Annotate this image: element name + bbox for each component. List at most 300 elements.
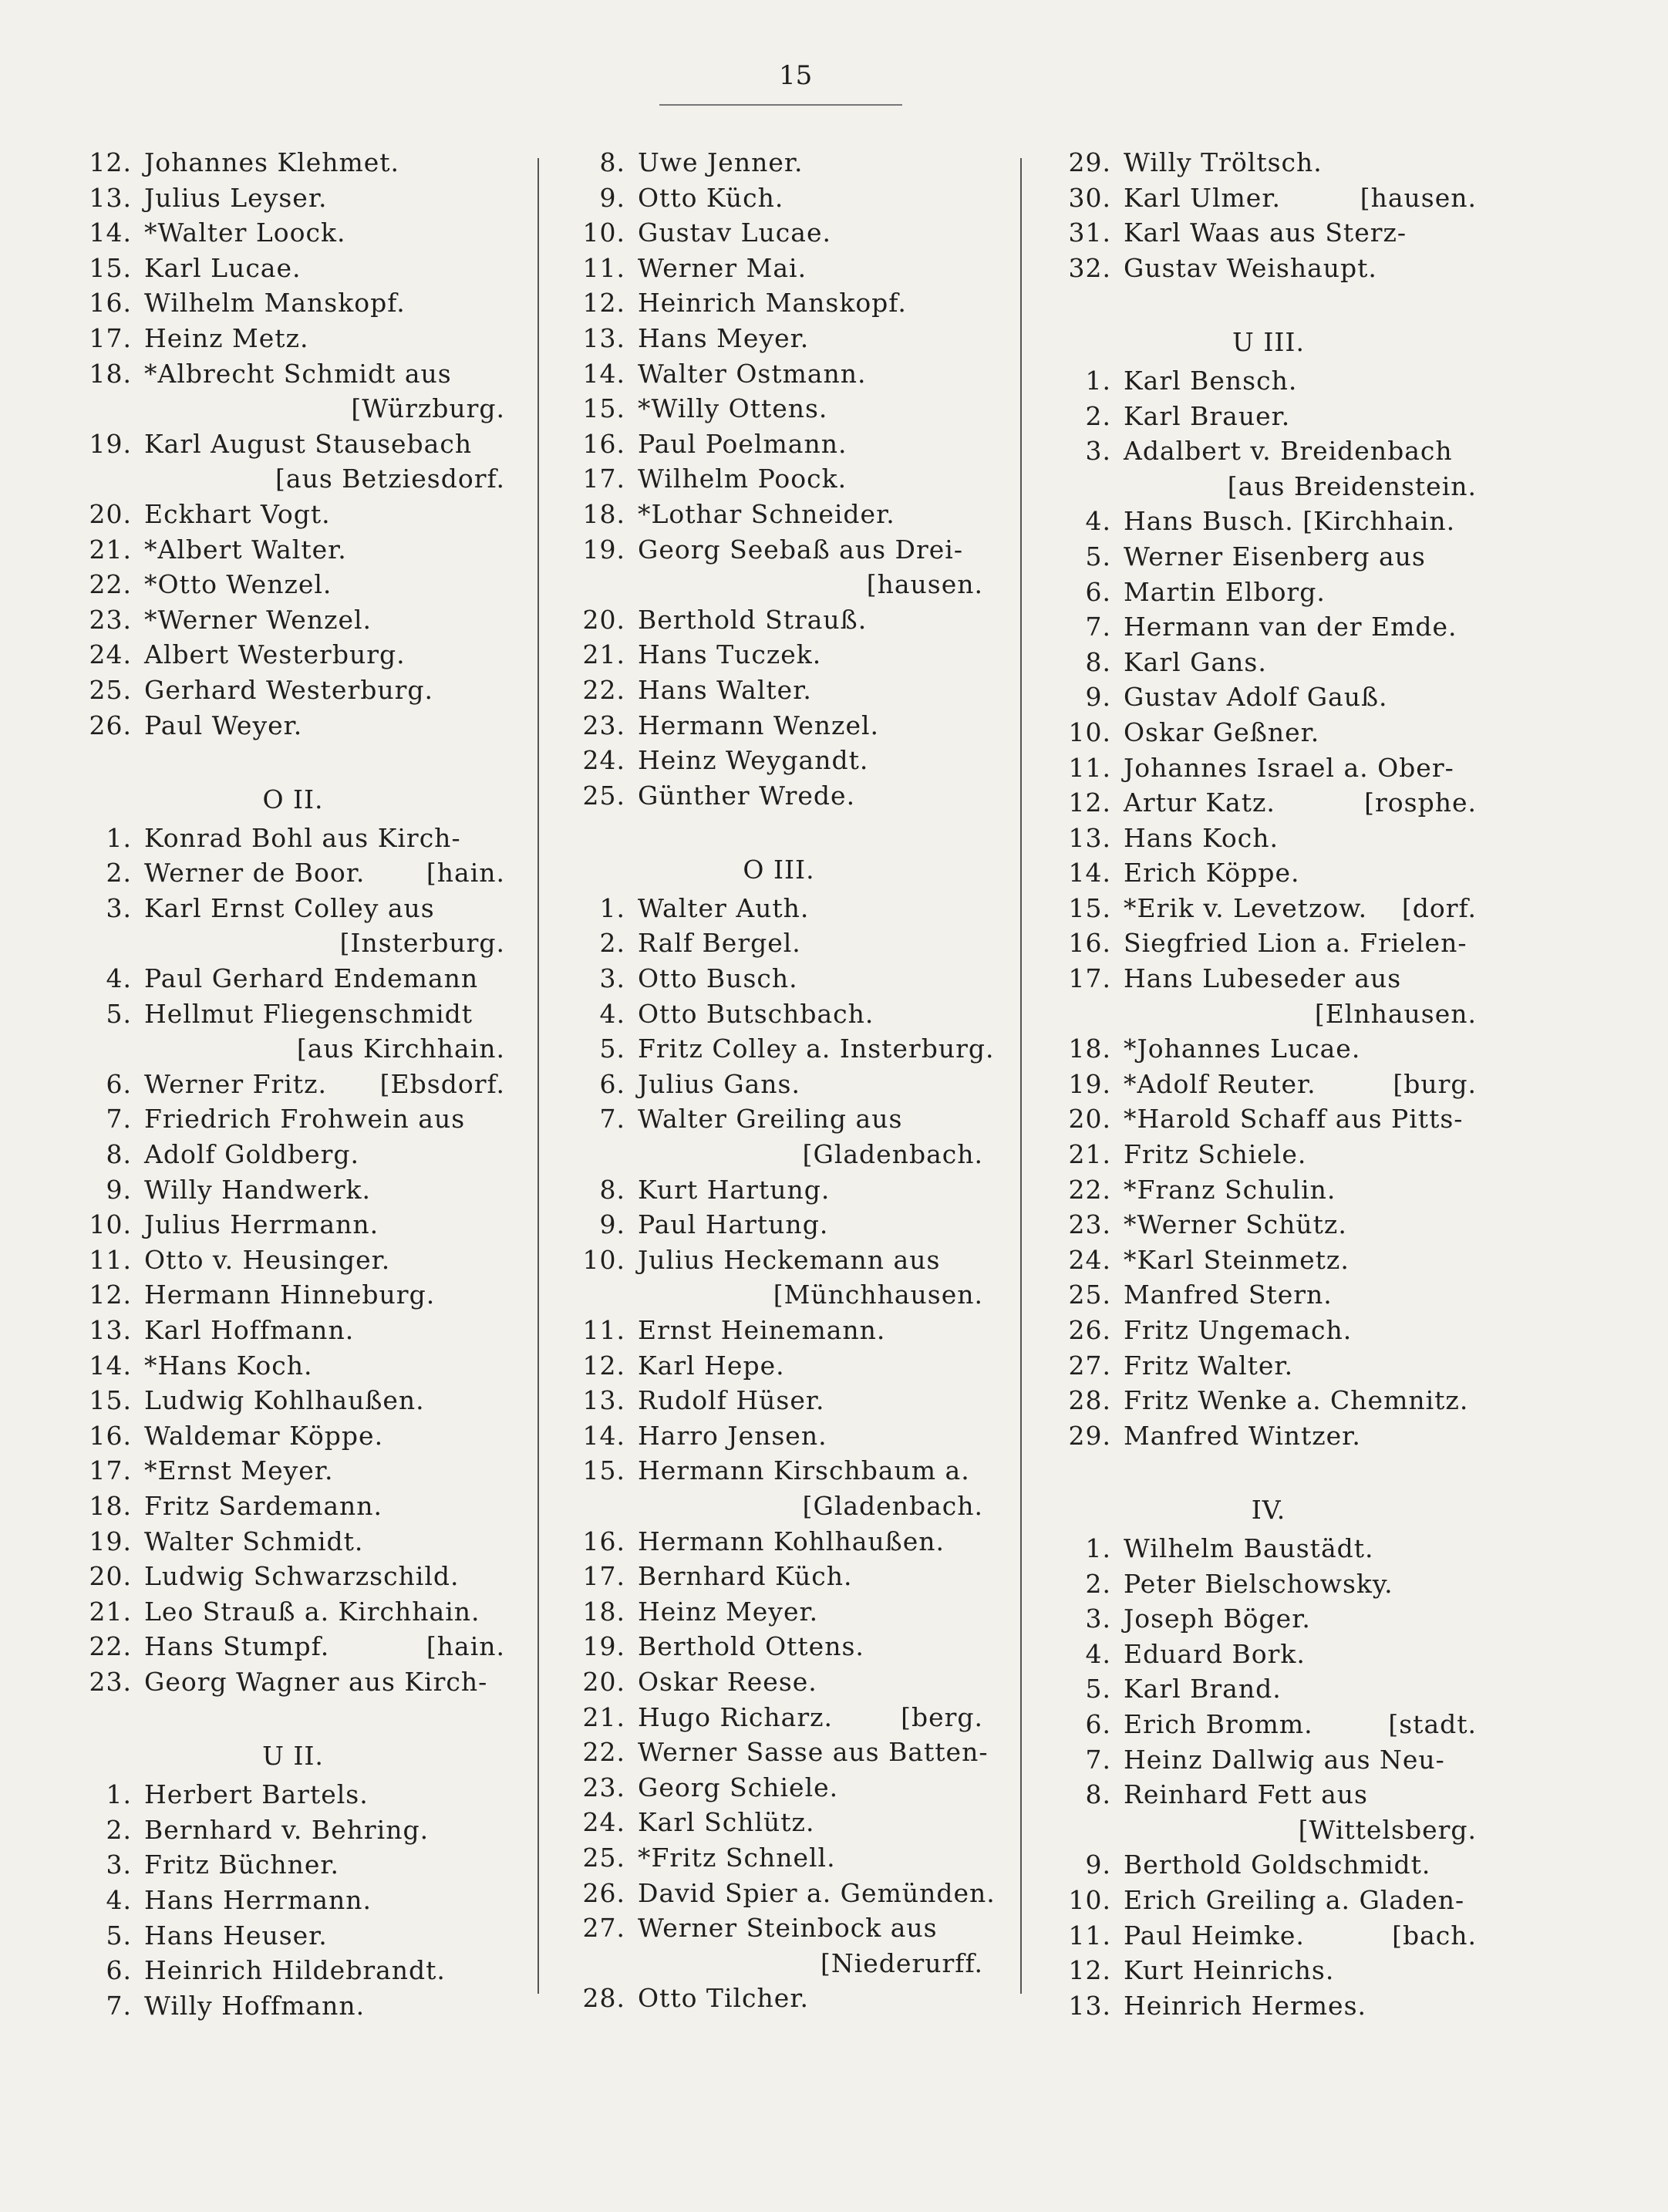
entry-number: 1. bbox=[599, 892, 625, 923]
entry-number: 17. bbox=[1068, 963, 1111, 994]
entry-number: 14. bbox=[89, 217, 132, 248]
entry-name: Albert Westerburg. bbox=[144, 639, 406, 670]
list-item bbox=[81, 1313, 505, 1348]
entry-number: 4. bbox=[1085, 506, 1111, 537]
entry-number: 20. bbox=[89, 498, 132, 529]
entry-name: Hans Stumpf. bbox=[144, 1631, 330, 1662]
spacer bbox=[81, 1700, 505, 1735]
list-item bbox=[575, 1067, 983, 1102]
entry-name: Hans Busch. [Kirchhain. bbox=[1124, 506, 1456, 537]
entry-continuation-tail: [hausen. bbox=[1360, 182, 1477, 213]
entry-number: 15. bbox=[582, 393, 625, 424]
list-item bbox=[575, 602, 983, 638]
list-item bbox=[575, 637, 983, 673]
entry-name: Julius Gans. bbox=[638, 1068, 800, 1099]
entry-continuation: [Elnhausen. bbox=[1314, 998, 1477, 1029]
list-item bbox=[81, 961, 505, 996]
entry-number: 22. bbox=[89, 1631, 132, 1662]
entry-number: 19. bbox=[89, 428, 132, 459]
entry-number: 21. bbox=[89, 1596, 132, 1627]
entry-name: Oskar Geßner. bbox=[1124, 717, 1320, 747]
entry-name: Gustav Weishaupt. bbox=[1124, 252, 1377, 283]
list-item bbox=[81, 1418, 505, 1454]
entry-name: Karl Schlütz. bbox=[638, 1807, 815, 1838]
entry-name: Hermann van der Emde. bbox=[1124, 612, 1457, 642]
list-item bbox=[81, 891, 505, 926]
entry-number: 11. bbox=[582, 1315, 625, 1345]
entry-number: 21. bbox=[582, 1701, 625, 1732]
entry-name: Georg Wagner aus Kirch- bbox=[144, 1666, 488, 1697]
list-item bbox=[1060, 750, 1477, 786]
entry-number: 17. bbox=[582, 464, 625, 494]
entry-name: Hans Heuser. bbox=[144, 1920, 328, 1951]
entry-number: 11. bbox=[582, 252, 625, 283]
entry-continuation-tail: [rosphe. bbox=[1364, 787, 1477, 818]
entry-number: 17. bbox=[582, 1561, 625, 1592]
list-item bbox=[81, 356, 505, 392]
entry-number: 24. bbox=[1068, 1244, 1111, 1275]
list-item bbox=[1060, 679, 1477, 715]
entry-number: 22. bbox=[582, 1737, 625, 1768]
list-item bbox=[575, 1840, 983, 1876]
entry-continuation: [Gladenbach. bbox=[802, 1490, 983, 1521]
entry-number: 14. bbox=[89, 1350, 132, 1381]
class-heading: IV. bbox=[1251, 1494, 1286, 1525]
entry-number: 5. bbox=[1085, 541, 1111, 572]
entry-name: Adolf Goldberg. bbox=[144, 1139, 360, 1170]
list-item bbox=[81, 1629, 505, 1664]
entry-number: 30. bbox=[1068, 182, 1111, 213]
entry-number: 19. bbox=[582, 534, 625, 565]
list-item bbox=[575, 1243, 983, 1278]
list-item bbox=[1060, 1101, 1477, 1137]
list-item bbox=[81, 567, 505, 602]
entry-number: 10. bbox=[89, 1209, 132, 1240]
entry-name: Johannes Israel a. Ober- bbox=[1124, 752, 1454, 783]
class-heading: O II. bbox=[262, 784, 324, 814]
list-item bbox=[81, 215, 505, 251]
entry-number: 13. bbox=[89, 1315, 132, 1345]
entry-number: 22. bbox=[1068, 1174, 1111, 1205]
entry-number: 2. bbox=[106, 1814, 132, 1845]
entry-number: 7. bbox=[1085, 1744, 1111, 1775]
entry-number: 5. bbox=[106, 1920, 132, 1951]
entry-number: 6. bbox=[599, 1068, 625, 1099]
entry-name: Kurt Heinrichs. bbox=[1124, 1955, 1335, 1986]
list-item bbox=[1060, 251, 1477, 286]
list-item bbox=[81, 532, 505, 568]
entry-number: 12. bbox=[1068, 787, 1111, 818]
entry-number: 21. bbox=[582, 639, 625, 670]
entry-number: 15. bbox=[1068, 892, 1111, 923]
list-item bbox=[81, 1489, 505, 1524]
list-item bbox=[1060, 1707, 1477, 1742]
list-item bbox=[575, 743, 983, 778]
list-item bbox=[81, 1524, 505, 1560]
entry-number: 6. bbox=[106, 1955, 132, 1986]
entry-number: 31. bbox=[1068, 217, 1111, 248]
list-item bbox=[1060, 1313, 1477, 1348]
entry-name: Fritz Colley a. Insterburg. bbox=[638, 1034, 995, 1064]
entry-name: Uwe Jenner. bbox=[638, 147, 804, 177]
list-item bbox=[575, 778, 983, 814]
list-item bbox=[1060, 575, 1477, 610]
entry-number: 20. bbox=[1068, 1104, 1111, 1135]
entry-name: Adalbert v. Breidenbach bbox=[1124, 436, 1453, 467]
entry-name: Otto v. Heusinger. bbox=[144, 1244, 391, 1275]
entry-name: Ernst Heinemann. bbox=[638, 1315, 886, 1345]
list-item bbox=[1060, 1531, 1477, 1566]
entry-number: 11. bbox=[1068, 752, 1111, 783]
entry-number: 3. bbox=[106, 892, 132, 923]
list-item bbox=[575, 1981, 983, 2016]
entry-name: Hans Walter. bbox=[638, 674, 812, 705]
column-2 bbox=[575, 145, 996, 2016]
list-item bbox=[81, 1847, 505, 1883]
entry-name: *Albert Walter. bbox=[144, 534, 347, 565]
entry-number: 6. bbox=[106, 1068, 132, 1099]
page-number: 15 bbox=[779, 60, 813, 91]
entry-number: 6. bbox=[1085, 1708, 1111, 1739]
entry-name: Friedrich Frohwein aus bbox=[144, 1104, 466, 1135]
entry-number: 5. bbox=[106, 998, 132, 1029]
entry-continuation-tail: [stadt. bbox=[1388, 1708, 1477, 1739]
entry-number: 16. bbox=[89, 1420, 132, 1451]
entry-name: Karl Hepe. bbox=[638, 1350, 785, 1381]
entry-number: 23. bbox=[89, 604, 132, 635]
list-item bbox=[1060, 1031, 1477, 1067]
list-item bbox=[81, 1559, 505, 1594]
spacer bbox=[575, 813, 983, 848]
list-item bbox=[81, 708, 505, 744]
entry-name: Manfred Wintzer. bbox=[1124, 1420, 1361, 1451]
list-item bbox=[1060, 715, 1477, 750]
list-item bbox=[575, 321, 983, 356]
list-item bbox=[1060, 785, 1477, 821]
entry-name: Walter Greiling aus bbox=[638, 1104, 903, 1135]
list-item bbox=[1060, 215, 1477, 251]
entry-number: 13. bbox=[582, 322, 625, 353]
entry-name: Werner Mai. bbox=[638, 252, 807, 283]
entry-name: Willy Tröltsch. bbox=[1124, 147, 1323, 177]
entry-number: 1. bbox=[1085, 365, 1111, 396]
entry-name: Willy Handwerk. bbox=[144, 1174, 372, 1205]
entry-name: Georg Seebaß aus Drei- bbox=[638, 534, 963, 565]
entry-continuation: [Niederurff. bbox=[820, 1947, 983, 1978]
entry-number: 15. bbox=[89, 1385, 132, 1416]
entry-number: 27. bbox=[1068, 1350, 1111, 1381]
list-item bbox=[575, 926, 983, 961]
column-1 bbox=[81, 145, 505, 2023]
entry-number: 11. bbox=[1068, 1920, 1111, 1951]
entry-number: 18. bbox=[1068, 1034, 1111, 1064]
entry-name: Walter Ostmann. bbox=[638, 358, 867, 389]
entry-name: Manfred Stern. bbox=[1124, 1280, 1333, 1310]
list-item bbox=[1060, 1172, 1477, 1208]
entry-name: Walter Auth. bbox=[638, 892, 810, 923]
entry-name: Heinz Weygandt. bbox=[638, 745, 869, 776]
entry-number: 1. bbox=[106, 822, 132, 853]
entry-number: 24. bbox=[89, 639, 132, 670]
entry-name: Hans Herrmann. bbox=[144, 1884, 372, 1915]
entry-name: *Willy Ottens. bbox=[638, 393, 828, 424]
list-item bbox=[81, 1453, 505, 1489]
entry-number: 2. bbox=[1085, 400, 1111, 431]
entry-number: 22. bbox=[89, 569, 132, 600]
header-rule bbox=[659, 104, 902, 106]
entry-number: 17. bbox=[89, 1455, 132, 1486]
list-item bbox=[81, 1953, 505, 1988]
list-item bbox=[575, 1348, 983, 1384]
entry-name: Harro Jensen. bbox=[638, 1420, 827, 1451]
list-item bbox=[1060, 1918, 1477, 1954]
list-item bbox=[1060, 363, 1477, 399]
entry-name: *Adolf Reuter. bbox=[1124, 1068, 1316, 1099]
list-item bbox=[575, 1207, 983, 1243]
entry-name: Martin Elborg. bbox=[1124, 576, 1326, 607]
entry-number: 3. bbox=[599, 963, 625, 994]
entry-number: 1. bbox=[106, 1779, 132, 1810]
entry-name: Hans Tuczek. bbox=[638, 639, 822, 670]
list-item bbox=[575, 1805, 983, 1840]
entry-name: *Hans Koch. bbox=[144, 1350, 313, 1381]
entry-name: Otto Butschbach. bbox=[638, 998, 874, 1029]
entry-name: *Johannes Lucae. bbox=[1124, 1034, 1361, 1064]
entry-name: Otto Busch. bbox=[638, 963, 798, 994]
entry-number: 8. bbox=[106, 1139, 132, 1170]
entry-continuation-tail: [bach. bbox=[1392, 1920, 1477, 1951]
list-item bbox=[81, 996, 505, 1032]
entry-name: Julius Herrmann. bbox=[144, 1209, 379, 1240]
entry-name: Eduard Bork. bbox=[1124, 1638, 1306, 1669]
entry-name: Paul Heimke. bbox=[1124, 1920, 1305, 1951]
entry-number: 24. bbox=[582, 1807, 625, 1838]
list-item bbox=[1060, 1883, 1477, 1918]
entry-continuation-tail: [burg. bbox=[1393, 1068, 1477, 1099]
entry-number: 3. bbox=[1085, 1603, 1111, 1634]
entry-name: Hans Koch. bbox=[1124, 822, 1279, 853]
entry-number: 20. bbox=[582, 1666, 625, 1697]
entry-name: Hermann Wenzel. bbox=[638, 710, 880, 740]
list-item bbox=[81, 855, 505, 891]
column-3 bbox=[1060, 145, 1477, 2023]
entry-number: 20. bbox=[582, 604, 625, 635]
entry-number: 25. bbox=[582, 1842, 625, 1873]
entry-number: 13. bbox=[582, 1385, 625, 1416]
entry-number: 12. bbox=[582, 288, 625, 319]
list-item bbox=[81, 673, 505, 708]
entry-name: Fritz Wenke a. Chemnitz. bbox=[1124, 1385, 1469, 1416]
entry-number: 7. bbox=[106, 1104, 132, 1135]
list-item bbox=[81, 180, 505, 216]
entry-number: 9. bbox=[1085, 1850, 1111, 1880]
entry-number: 13. bbox=[1068, 1990, 1111, 2021]
entry-number: 16. bbox=[582, 428, 625, 459]
entry-name: *Walter Loock. bbox=[144, 217, 346, 248]
list-item bbox=[1060, 1137, 1477, 1172]
entry-name: Gustav Adolf Gauß. bbox=[1124, 682, 1388, 713]
entry-name: Gerhard Westerburg. bbox=[144, 674, 434, 705]
entry-continuation: [Münchhausen. bbox=[773, 1280, 983, 1310]
entry-name: Gustav Lucae. bbox=[638, 217, 831, 248]
list-item bbox=[1060, 855, 1477, 891]
entry-name: Günther Wrede. bbox=[638, 780, 856, 811]
list-item bbox=[575, 1664, 983, 1700]
entry-name: Joseph Böger. bbox=[1124, 1603, 1311, 1634]
list-item bbox=[1060, 1988, 1477, 2024]
list-item bbox=[81, 1172, 505, 1208]
entry-name: Artur Katz. bbox=[1124, 787, 1275, 818]
list-item bbox=[575, 215, 983, 251]
entry-number: 4. bbox=[599, 998, 625, 1029]
entry-number: 22. bbox=[582, 674, 625, 705]
entry-name: Hugo Richarz. bbox=[638, 1701, 833, 1732]
list-item bbox=[575, 461, 983, 497]
entry-number: 18. bbox=[89, 1490, 132, 1521]
entry-name: Karl Bensch. bbox=[1124, 365, 1298, 396]
entry-number: 15. bbox=[89, 252, 132, 283]
list-item bbox=[81, 1383, 505, 1418]
entry-name: Julius Heckemann aus bbox=[638, 1244, 941, 1275]
entry-name: *Harold Schaff aus Pitts- bbox=[1124, 1104, 1464, 1135]
entry-number: 9. bbox=[599, 1209, 625, 1240]
spacer bbox=[1060, 285, 1477, 321]
entry-name: *Ernst Meyer. bbox=[144, 1455, 334, 1486]
list-item bbox=[81, 497, 505, 532]
entry-number: 6. bbox=[1085, 576, 1111, 607]
entry-number: 32. bbox=[1068, 252, 1111, 283]
entry-number: 12. bbox=[89, 1280, 132, 1310]
column-divider-1 bbox=[537, 158, 539, 1994]
spacer bbox=[81, 743, 505, 778]
entry-number: 7. bbox=[599, 1104, 625, 1135]
list-item bbox=[81, 321, 505, 356]
entry-number: 12. bbox=[89, 147, 132, 177]
entry-number: 8. bbox=[1085, 1779, 1111, 1810]
entry-name: Paul Weyer. bbox=[144, 710, 303, 740]
list-item bbox=[575, 1383, 983, 1418]
entry-number: 2. bbox=[599, 928, 625, 959]
entry-number: 27. bbox=[582, 1913, 625, 1944]
entry-name: Kurt Hartung. bbox=[638, 1174, 831, 1205]
entry-continuation: [Würzburg. bbox=[351, 393, 505, 424]
entry-name: Berthold Ottens. bbox=[638, 1631, 864, 1662]
entry-number: 10. bbox=[582, 217, 625, 248]
entry-number: 8. bbox=[1085, 646, 1111, 677]
list-item bbox=[81, 1883, 505, 1918]
list-item bbox=[575, 1559, 983, 1594]
entry-name: Otto Tilcher. bbox=[638, 1983, 809, 2014]
entry-number: 5. bbox=[1085, 1674, 1111, 1705]
list-item bbox=[1060, 399, 1477, 434]
entry-number: 17. bbox=[89, 322, 132, 353]
entry-name: Reinhard Fett aus bbox=[1124, 1779, 1368, 1810]
entry-number: 29. bbox=[1068, 1420, 1111, 1451]
list-item bbox=[1060, 1601, 1477, 1637]
list-item bbox=[575, 708, 983, 744]
entry-name: Hans Lubeseder aus bbox=[1124, 963, 1402, 994]
list-item bbox=[1060, 433, 1477, 469]
entry-number: 25. bbox=[1068, 1280, 1111, 1310]
list-item bbox=[81, 1243, 505, 1278]
list-item bbox=[1060, 961, 1477, 996]
entry-name: *Otto Wenzel. bbox=[144, 569, 332, 600]
list-item bbox=[1060, 1566, 1477, 1602]
entry-name: Karl Waas aus Sterz- bbox=[1124, 217, 1407, 248]
entry-number: 9. bbox=[106, 1174, 132, 1205]
entry-name: Heinz Metz. bbox=[144, 322, 309, 353]
class-heading: U II. bbox=[262, 1741, 324, 1772]
class-heading: U III. bbox=[1232, 326, 1305, 357]
list-item bbox=[81, 1277, 505, 1313]
list-item bbox=[81, 285, 505, 321]
entry-number: 26. bbox=[89, 710, 132, 740]
entry-name: Berthold Strauß. bbox=[638, 604, 868, 635]
entry-number: 9. bbox=[599, 182, 625, 213]
entry-number: 26. bbox=[1068, 1315, 1111, 1345]
entry-number: 18. bbox=[582, 1596, 625, 1627]
entry-name: Werner Fritz. bbox=[144, 1068, 327, 1099]
entry-name: Heinrich Manskopf. bbox=[638, 288, 907, 319]
entry-number: 19. bbox=[582, 1631, 625, 1662]
list-item bbox=[575, 1313, 983, 1348]
list-item bbox=[81, 637, 505, 673]
entry-name: Hermann Kohlhaußen. bbox=[638, 1526, 945, 1556]
list-item bbox=[575, 891, 983, 926]
entry-name: David Spier a. Gemünden. bbox=[638, 1877, 996, 1908]
entry-number: 12. bbox=[1068, 1955, 1111, 1986]
entry-continuation-tail: [hain. bbox=[426, 1631, 505, 1662]
entry-number: 1. bbox=[1085, 1533, 1111, 1563]
list-item bbox=[1060, 1742, 1477, 1778]
list-item bbox=[575, 996, 983, 1032]
entry-name: Karl Ulmer. bbox=[1124, 182, 1281, 213]
entry-number: 28. bbox=[582, 1983, 625, 2014]
list-item bbox=[1060, 1207, 1477, 1243]
entry-number: 12. bbox=[582, 1350, 625, 1381]
entry-number: 26. bbox=[582, 1877, 625, 1908]
list-item bbox=[81, 1348, 505, 1384]
entry-number: 7. bbox=[106, 1990, 132, 2021]
list-item bbox=[81, 1207, 505, 1243]
entry-name: *Erik v. Levetzow. bbox=[1124, 892, 1368, 923]
list-item bbox=[575, 427, 983, 462]
list-item bbox=[1060, 1277, 1477, 1313]
entry-number: 4. bbox=[1085, 1638, 1111, 1669]
entry-name: Ralf Bergel. bbox=[638, 928, 801, 959]
list-item bbox=[575, 532, 983, 568]
list-item bbox=[81, 1988, 505, 2024]
entry-name: Willy Hoffmann. bbox=[144, 1990, 366, 2021]
list-item bbox=[81, 1067, 505, 1102]
list-item bbox=[575, 145, 983, 180]
entry-number: 3. bbox=[1085, 436, 1111, 467]
list-item bbox=[1060, 1067, 1477, 1102]
list-item bbox=[81, 145, 505, 180]
column-divider-2 bbox=[1020, 158, 1022, 1994]
entry-number: 2. bbox=[106, 858, 132, 889]
entry-number: 16. bbox=[1068, 928, 1111, 959]
entry-name: Karl Hoffmann. bbox=[144, 1315, 355, 1345]
entry-name: Karl Ernst Colley aus bbox=[144, 892, 435, 923]
entry-name: Fritz Schiele. bbox=[1124, 1139, 1307, 1170]
list-item bbox=[81, 602, 505, 638]
list-item bbox=[81, 1777, 505, 1812]
entry-name: Ludwig Schwarzschild. bbox=[144, 1561, 460, 1592]
entry-number: 8. bbox=[599, 147, 625, 177]
entry-name: Otto Küch. bbox=[638, 182, 784, 213]
entry-continuation: [aus Breidenstein. bbox=[1227, 470, 1477, 501]
